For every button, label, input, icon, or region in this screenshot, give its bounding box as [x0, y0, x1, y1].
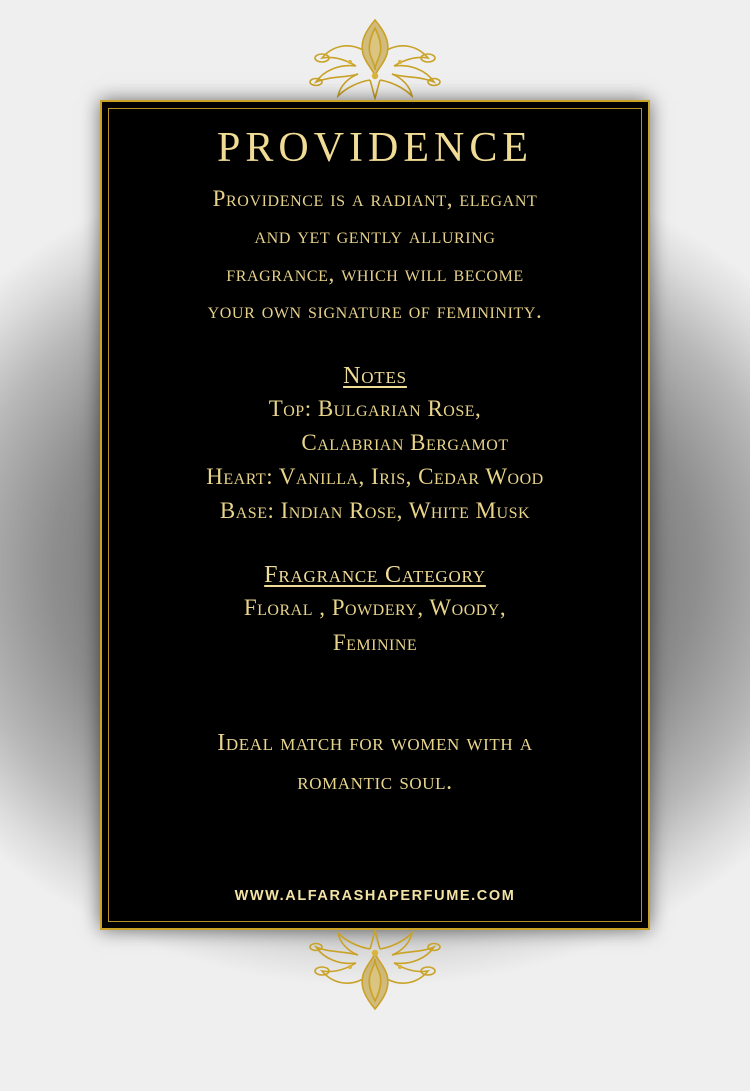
category-line: Floral , Powdery, Woody,	[243, 595, 507, 621]
closing-block	[120, 724, 630, 801]
tagline-line: fragrance, which will become	[226, 260, 524, 286]
tagline-line: Providence is a radiant, elegant	[212, 186, 538, 211]
tagline-line: and yet gently alluring	[254, 223, 496, 249]
notes-heading: Notes	[343, 363, 407, 389]
tagline-line: your own signature of femininity.	[207, 297, 543, 323]
website-url[interactable]: WWW.ALFARASHAPERFUME.COM	[234, 888, 516, 904]
card-frame	[100, 100, 650, 930]
tagline-block	[120, 180, 630, 329]
closing-line: Ideal match for women with a	[217, 730, 533, 757]
category-heading: Fragrance Category	[264, 562, 486, 589]
notes-line-heart: Heart: Vanilla, Iris, Cedar Wood	[206, 464, 544, 490]
notes-line-top-cont: Calabrian Bergamot	[301, 430, 509, 456]
notes-line-base: Base: Indian Rose, White Musk	[219, 498, 531, 524]
category-section	[120, 562, 630, 660]
ornament-bottom-icon	[260, 927, 490, 1013]
category-line: Feminine	[332, 629, 418, 655]
notes-section	[120, 363, 630, 528]
card-content	[120, 116, 630, 914]
closing-line: romantic soul.	[297, 768, 453, 795]
page-title: PROVIDENCE	[216, 125, 533, 171]
ornament-top-icon	[260, 16, 490, 102]
notes-line-top: Top: Bulgarian Rose,	[268, 396, 482, 421]
